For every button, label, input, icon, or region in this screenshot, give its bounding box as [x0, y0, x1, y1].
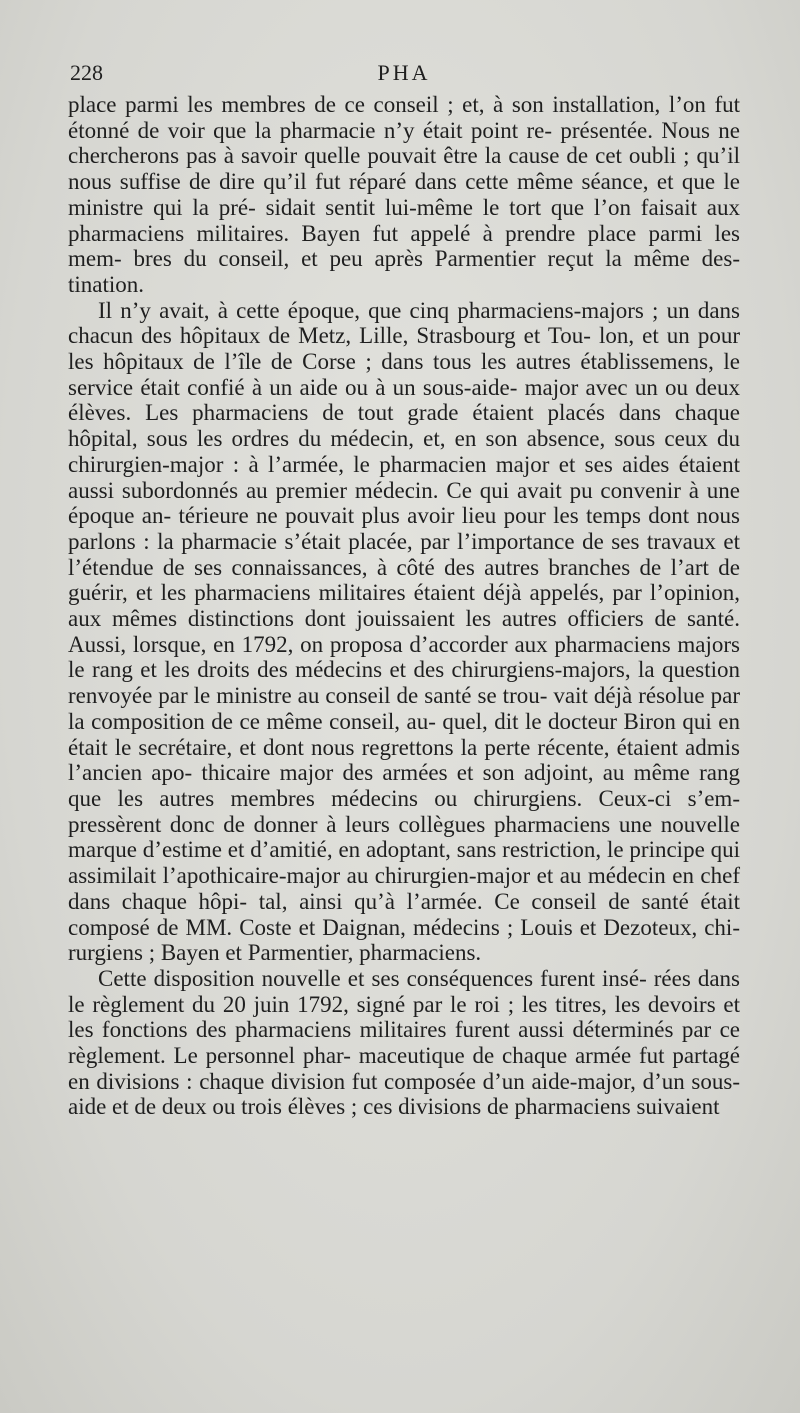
page-header [68, 60, 740, 90]
running-head: PHA [377, 60, 431, 85]
paragraph-2: Il n’y avait, à cette époque, que cinq pharmaciens-majors ; un dans chacun des hôpitaux de Metz, Lille, Strasbourg et Tou- lon, et un pour les hôpitaux de l’île de Corse ; dans tous les autres établissemens, le service était confié à un aide ou à un sous-aide- major avec un ou deux élèves. Les pharmaciens de tout grade étaient placés dans chaque hôpital, sous les ordres du médecin, et, en son absence, sous ceux du chirurgien-major : à l’armée, le pharmacien major et ses aides étaient aussi subordonnés au premier médecin. Ce qui avait pu convenir à une époque an- térieure ne pouvait plus avoir lieu pour les temps dont nous parlons : la pharmacie s’était placée, par l’importance de ses travaux et l’étendue de ses connaissances, à côté des autres branches de l’art de guérir, et les pharmaciens militaires étaient déjà appelés, par l’opinion, aux mêmes distinctions dont jouissaient les autres officiers de santé. Aussi, lorsque, en 1792, on proposa d’accorder aux pharmaciens majors le rang et les droits des médecins et des chirurgiens-majors, la question renvoyée par le ministre au conseil de santé se trou- vait déjà résolue par la composition de ce même conseil, au- quel, dit le docteur Biron qui en était le secrétaire, et dont nous regrettons la perte récente, étaient admis l’ancien apo- thicaire major des armées et son adjoint, au même rang que les autres membres médecins ou chirurgiens. Ceux-ci s’em- pressèrent donc de donner à leurs collègues pharmaciens une nouvelle marque d’estime et d’amitié, en adoptant, sans restriction, le principe qui assimilait l’apothicaire-major au chirurgien-major et au médecin en chef dans chaque hôpi- tal, ainsi qu’à l’armée. Ce conseil de santé était composé de MM. Coste et Daignan, médecins ; Louis et Dezoteux, chi- rurgiens ; Bayen et Parmentier, pharmaciens. [68, 297, 740, 966]
body-text [68, 92, 740, 1120]
paragraph-3: Cette disposition nouvelle et ses conséquences furent insé- rées dans le règlement du 20 juin 1792, signé par le roi ; les titres, les devoirs et les fonctions des pharmaciens militaires furent aussi déterminés par ce règlement. Le personnel phar- maceutique de chaque armée fut partagé en divisions : chaque division fut composée d’un aide-major, d’un sous-aide et de deux ou trois élèves ; ces divisions de pharmaciens suivaient [68, 965, 740, 1120]
paragraph-1: place parmi les membres de ce conseil ; et, à son installation, l’on fut étonné de voir que la pharmacie n’y était point re- présentée. Nous ne chercherons pas à savoir quelle pouvait être la cause de cet oubli ; qu’il nous suffise de dire qu’il fut réparé dans cette même séance, et que le ministre qui la pré- sidait sentit lui-même le tort que l’on faisait aux pharmaciens militaires. Bayen fut appelé à prendre place parmi les mem- bres du conseil, et peu après Parmentier reçut la même des- tination. [68, 92, 740, 297]
page-number: 228 [70, 60, 103, 85]
